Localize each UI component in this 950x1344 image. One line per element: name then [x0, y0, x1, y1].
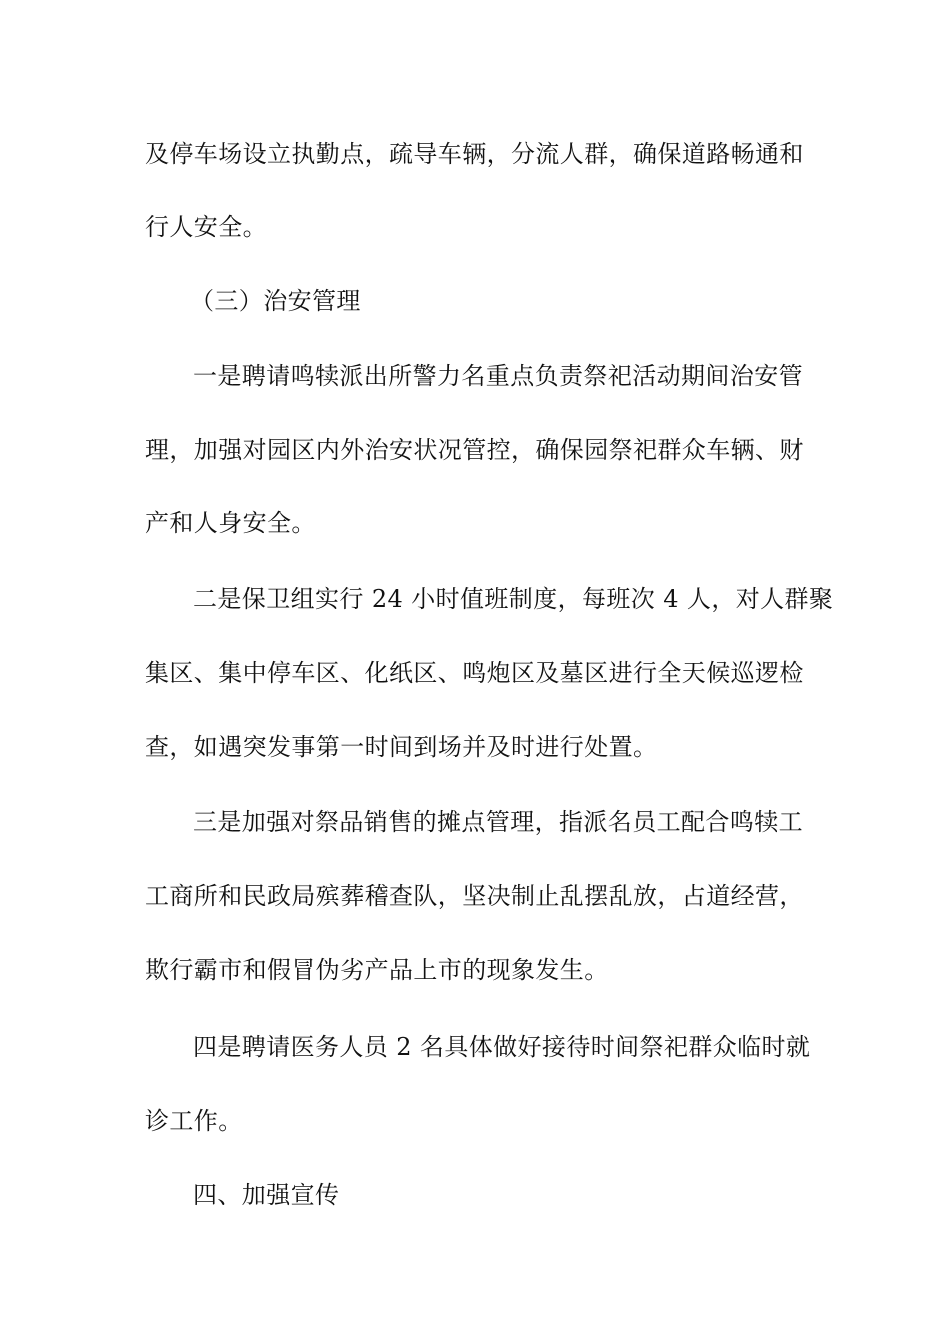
paragraph-line: 二是保卫组实行 24 小时值班制度，每班次 4 人，对人群聚: [193, 585, 834, 613]
paragraph-line: 诊工作。: [145, 1107, 243, 1135]
paragraph-line: 工商所和民政局殡葬稽查队，坚决制止乱摆乱放，占道经营，: [145, 882, 804, 910]
paragraph-line: 及停车场设立执勤点，疏导车辆，分流人群，确保道路畅通和: [145, 140, 804, 168]
paragraph-line: 行人安全。: [145, 213, 267, 241]
section-heading: （三）治安管理: [190, 287, 361, 315]
paragraph-line: 三是加强对祭品销售的摊点管理，指派名员工配合鸣犊工: [193, 808, 803, 836]
section-heading: 四、加强宣传: [193, 1181, 340, 1209]
paragraph-line: 四是聘请医务人员 2 名具体做好接待时间祭祀群众临时就: [193, 1033, 811, 1061]
paragraph-line: 理，加强对园区内外治安状况管控，确保园祭祀群众车辆、财: [145, 436, 804, 464]
paragraph-line: 集区、集中停车区、化纸区、鸣炮区及墓区进行全天候巡逻检: [145, 659, 804, 687]
paragraph-line: 欺行霸市和假冒伪劣产品上市的现象发生。: [145, 956, 609, 984]
paragraph-line: 产和人身安全。: [145, 509, 316, 537]
paragraph-line: 一是聘请鸣犊派出所警力名重点负责祭祀活动期间治安管: [193, 362, 803, 390]
paragraph-line: 查，如遇突发事第一时间到场并及时进行处置。: [145, 733, 658, 761]
